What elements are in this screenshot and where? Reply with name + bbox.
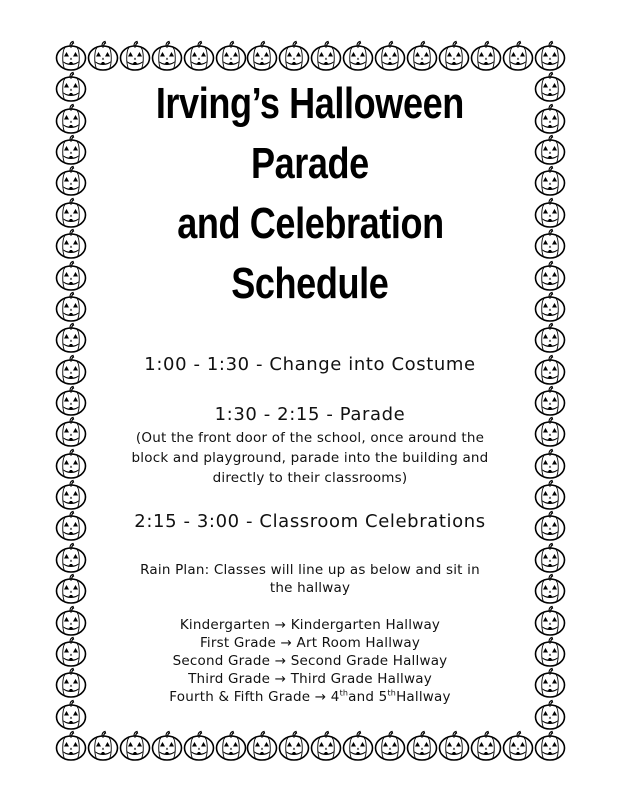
jack-o-lantern-icon (215, 730, 247, 762)
title-line-3 (0, 199, 620, 248)
parade-details-line-3 (0, 469, 620, 487)
grade-label: Fourth & Fifth Grade (169, 689, 311, 705)
parade-details-line-2 (0, 449, 620, 467)
jack-o-lantern-icon (470, 40, 502, 72)
jack-o-lantern-icon (534, 40, 566, 72)
title-line-4 (0, 259, 620, 308)
jack-o-lantern-icon (502, 40, 534, 72)
ordinal-number: and 5 (348, 689, 388, 705)
rain-assignment-third-grade (0, 670, 620, 688)
jack-o-lantern-icon (438, 730, 470, 762)
rain-plan-text: the hallway (269, 580, 351, 596)
jack-o-lantern-icon (215, 40, 247, 72)
rain-plan-line-1 (0, 561, 620, 579)
jack-o-lantern-icon (342, 730, 374, 762)
arrow-right-icon: → (274, 653, 287, 669)
grade-label: First Grade (199, 635, 276, 651)
jack-o-lantern-icon (119, 40, 151, 72)
rain-assignment-kindergarten (0, 616, 620, 634)
rain-plan-line-2 (0, 579, 620, 597)
title-line-1 (0, 79, 620, 128)
jack-o-lantern-icon (87, 730, 119, 762)
schedule-item-celebrations (0, 511, 620, 533)
jack-o-lantern-icon (278, 40, 310, 72)
jack-o-lantern-icon (534, 730, 566, 762)
ordinal-suffix: th (387, 688, 397, 698)
rain-assignment-first-grade (0, 634, 620, 652)
schedule-item-parade (0, 404, 620, 426)
jack-o-lantern-icon (183, 40, 215, 72)
jack-o-lantern-icon (151, 730, 183, 762)
rain-plan-text: Rain Plan: Classes will line up as below and sit in (140, 562, 480, 578)
parade-details-text: directly to their classrooms) (212, 470, 408, 486)
hallway-word: Hallway (396, 689, 451, 705)
grade-label: Third Grade (188, 671, 271, 687)
jack-o-lantern-icon (374, 40, 406, 72)
grade-label: Second Grade (172, 653, 271, 669)
parade-details-text: block and playground, parade into the building and (131, 450, 489, 466)
ordinal-suffix: th (339, 688, 349, 698)
jack-o-lantern-icon (151, 40, 183, 72)
jack-o-lantern-icon (534, 322, 566, 354)
jack-o-lantern-icon (406, 730, 438, 762)
rain-assignment-second-grade (0, 652, 620, 670)
arrow-right-icon: → (274, 671, 287, 687)
rain-assignment-fourth-fifth-grade (0, 688, 620, 706)
jack-o-lantern-icon (55, 322, 87, 354)
arrow-right-icon: → (314, 689, 327, 705)
jack-o-lantern-icon (502, 730, 534, 762)
jack-o-lantern-icon (183, 730, 215, 762)
hallway-label: Art Room Hallway (296, 635, 421, 651)
schedule-time-text: 1:30 - 2:15 - Parade (214, 404, 406, 425)
jack-o-lantern-icon (246, 40, 278, 72)
jack-o-lantern-icon (55, 40, 87, 72)
jack-o-lantern-icon (310, 730, 342, 762)
jack-o-lantern-icon (342, 40, 374, 72)
jack-o-lantern-icon (374, 730, 406, 762)
title-text: Parade (251, 139, 369, 188)
jack-o-lantern-icon (470, 730, 502, 762)
parade-details-text: (Out the front door of the school, once around the (135, 430, 485, 446)
title-text: Irving’s Halloween (155, 79, 465, 128)
jack-o-lantern-icon (406, 40, 438, 72)
schedule-time-text: 2:15 - 3:00 - Classroom Celebrations (134, 511, 486, 532)
jack-o-lantern-icon (55, 730, 87, 762)
arrow-right-icon: → (280, 635, 293, 651)
title-text: Schedule (231, 259, 389, 308)
ordinal-number: 4 (330, 689, 340, 705)
schedule-item-costume (0, 354, 620, 376)
jack-o-lantern-icon (310, 40, 342, 72)
jack-o-lantern-icon (119, 730, 151, 762)
title-line-2 (0, 139, 620, 188)
arrow-right-icon: → (274, 617, 287, 633)
hallway-label: Third Grade Hallway (290, 671, 432, 687)
title-text: and Celebration (176, 199, 444, 248)
hallway-label: Kindergarten Hallway (290, 617, 441, 633)
jack-o-lantern-icon (438, 40, 470, 72)
parade-details-line-1 (0, 429, 620, 447)
hallway-label: Second Grade Hallway (290, 653, 448, 669)
jack-o-lantern-icon (278, 730, 310, 762)
jack-o-lantern-icon (246, 730, 278, 762)
schedule-time-text: 1:00 - 1:30 - Change into Costume (144, 354, 476, 375)
grade-label: Kindergarten (179, 617, 271, 633)
hallway-label (331, 688, 451, 706)
jack-o-lantern-icon (87, 40, 119, 72)
